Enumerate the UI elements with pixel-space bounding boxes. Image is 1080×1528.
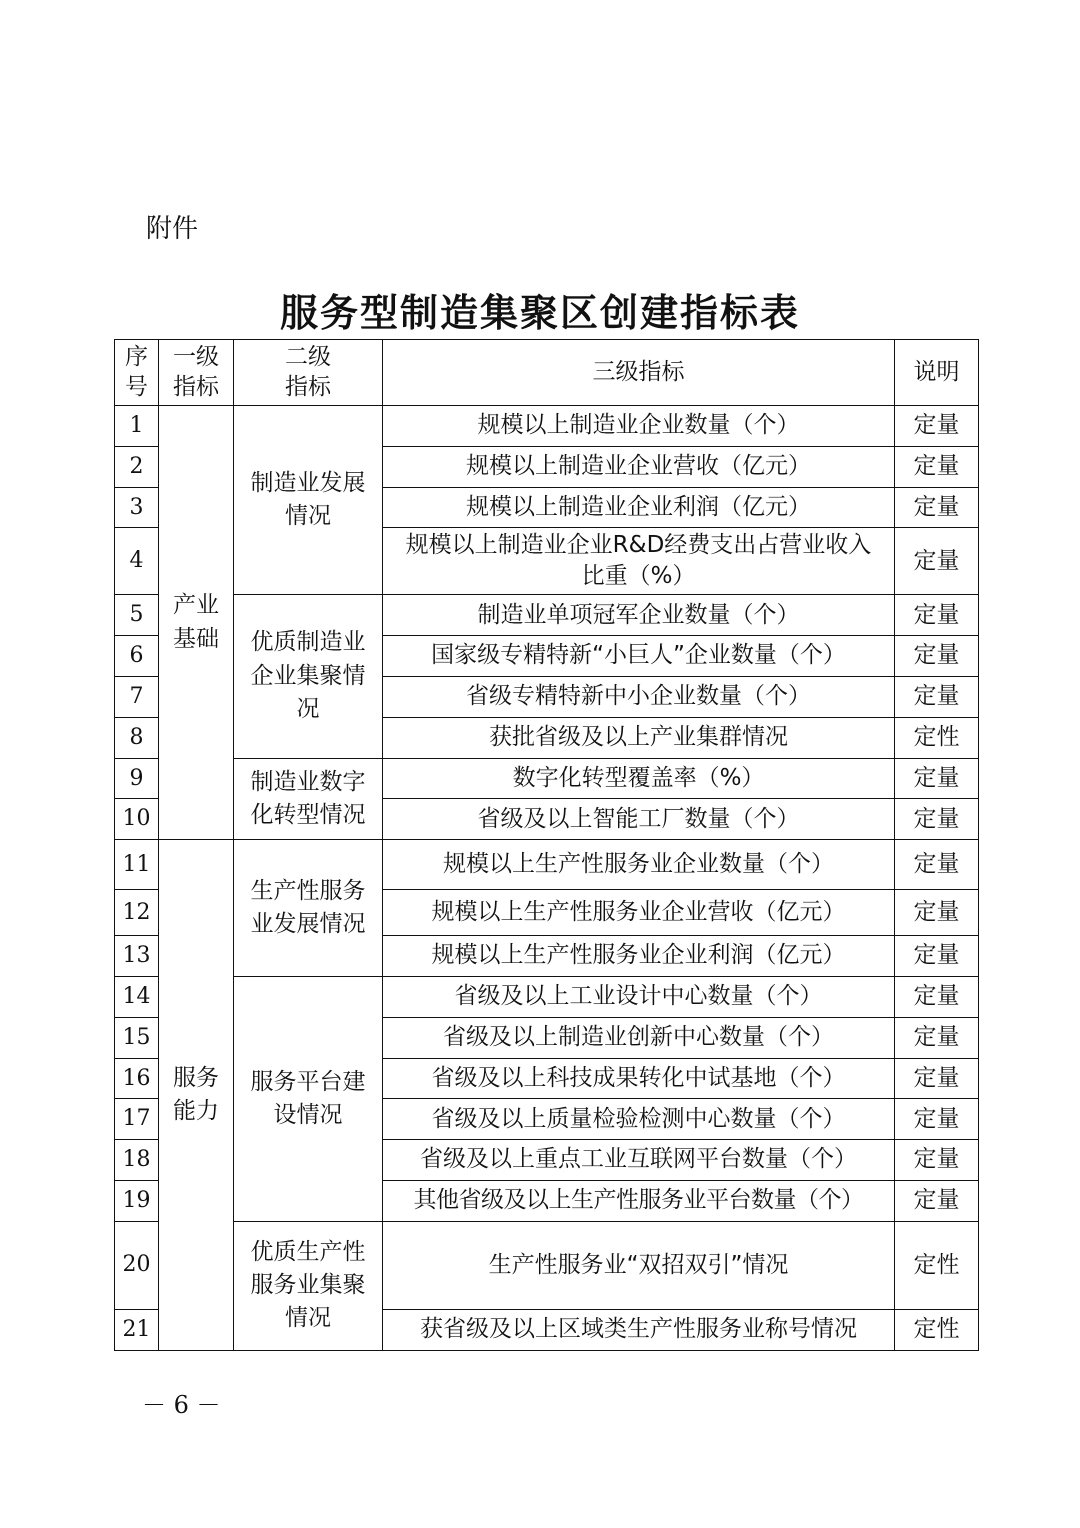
level3-indicator: 省级专精特新中小企业数量（个） xyxy=(383,676,895,717)
indicator-type: 定量 xyxy=(895,840,979,890)
header-level2: 二级指标 xyxy=(234,340,383,406)
row-number: 9 xyxy=(115,758,159,799)
level3-indicator: 规模以上生产性服务业企业利润（亿元） xyxy=(383,936,895,977)
indicator-table xyxy=(114,339,979,1351)
indicator-type: 定量 xyxy=(895,799,979,840)
indicator-type: 定量 xyxy=(895,976,979,1017)
row-number: 7 xyxy=(115,676,159,717)
row-number: 10 xyxy=(115,799,159,840)
table-header-row xyxy=(115,340,979,406)
row-number: 20 xyxy=(115,1221,159,1309)
level1-cell: 产业基础 xyxy=(159,406,234,840)
indicator-type: 定性 xyxy=(895,717,979,758)
level3-indicator: 省级及以上智能工厂数量（个） xyxy=(383,799,895,840)
level3-indicator: 省级及以上工业设计中心数量（个） xyxy=(383,976,895,1017)
row-number: 18 xyxy=(115,1140,159,1181)
level3-indicator: 规模以上制造业企业R&D经费支出占营业收入比重（%） xyxy=(383,528,895,595)
indicator-type: 定量 xyxy=(895,758,979,799)
indicator-type: 定量 xyxy=(895,676,979,717)
indicator-type: 定量 xyxy=(895,1058,979,1099)
row-number: 4 xyxy=(115,528,159,595)
level3-indicator: 获批省级及以上产业集群情况 xyxy=(383,717,895,758)
row-number: 21 xyxy=(115,1309,159,1350)
indicator-type: 定量 xyxy=(895,936,979,977)
level3-indicator: 规模以上制造业企业营收（亿元） xyxy=(383,446,895,487)
indicator-type: 定量 xyxy=(895,406,979,447)
row-number: 12 xyxy=(115,890,159,936)
row-number: 5 xyxy=(115,595,159,636)
indicator-type: 定量 xyxy=(895,1017,979,1058)
row-number: 11 xyxy=(115,840,159,890)
header-note: 说明 xyxy=(895,340,979,406)
table-row xyxy=(115,758,979,799)
row-number: 15 xyxy=(115,1017,159,1058)
indicator-type: 定量 xyxy=(895,636,979,677)
header-seq: 序号 xyxy=(115,340,159,406)
level3-indicator: 制造业单项冠军企业数量（个） xyxy=(383,595,895,636)
level3-indicator: 省级及以上制造业创新中心数量（个） xyxy=(383,1017,895,1058)
row-number: 16 xyxy=(115,1058,159,1099)
row-number: 2 xyxy=(115,446,159,487)
row-number: 17 xyxy=(115,1099,159,1140)
level3-indicator: 获省级及以上区域类生产性服务业称号情况 xyxy=(383,1309,895,1350)
indicator-type: 定性 xyxy=(895,1309,979,1350)
indicator-type: 定量 xyxy=(895,1180,979,1221)
level3-indicator: 生产性服务业“双招双引”情况 xyxy=(383,1221,895,1309)
indicator-type: 定量 xyxy=(895,1099,979,1140)
table-row xyxy=(115,976,979,1017)
table-row xyxy=(115,1221,979,1309)
row-number: 3 xyxy=(115,487,159,528)
page-title: 服务型制造集聚区创建指标表 xyxy=(279,291,800,335)
level3-indicator: 省级及以上科技成果转化中试基地（个） xyxy=(383,1058,895,1099)
row-number: 6 xyxy=(115,636,159,677)
level2-cell: 制造业数字化转型情况 xyxy=(234,758,383,840)
level3-indicator: 规模以上制造业企业利润（亿元） xyxy=(383,487,895,528)
attachment-label: 附件 xyxy=(146,214,199,244)
table-row xyxy=(115,595,979,636)
row-number: 8 xyxy=(115,717,159,758)
level1-cell: 服务能力 xyxy=(159,840,234,1350)
level3-indicator: 规模以上生产性服务业企业营收（亿元） xyxy=(383,890,895,936)
header-level3: 三级指标 xyxy=(383,340,895,406)
indicator-type: 定量 xyxy=(895,446,979,487)
indicator-type: 定量 xyxy=(895,487,979,528)
level2-cell: 制造业发展情况 xyxy=(234,406,383,595)
level3-indicator: 规模以上制造业企业数量（个） xyxy=(383,406,895,447)
page-number: － 6 － xyxy=(142,1391,221,1419)
header-level1: 一级指标 xyxy=(159,340,234,406)
row-number: 19 xyxy=(115,1180,159,1221)
level3-indicator: 数字化转型覆盖率（%） xyxy=(383,758,895,799)
table-row xyxy=(115,406,979,447)
level3-indicator: 规模以上生产性服务业企业数量（个） xyxy=(383,840,895,890)
level2-cell: 优质生产性服务业集聚情况 xyxy=(234,1221,383,1350)
indicator-type: 定量 xyxy=(895,1140,979,1181)
indicator-type: 定性 xyxy=(895,1221,979,1309)
row-number: 14 xyxy=(115,976,159,1017)
level3-indicator: 省级及以上质量检验检测中心数量（个） xyxy=(383,1099,895,1140)
level2-cell: 生产性服务业发展情况 xyxy=(234,840,383,977)
row-number: 13 xyxy=(115,936,159,977)
indicator-type: 定量 xyxy=(895,890,979,936)
level3-indicator: 省级及以上重点工业互联网平台数量（个） xyxy=(383,1140,895,1181)
indicator-type: 定量 xyxy=(895,528,979,595)
row-number: 1 xyxy=(115,406,159,447)
table-row xyxy=(115,840,979,890)
level2-cell: 优质制造业企业集聚情况 xyxy=(234,595,383,758)
level3-indicator: 其他省级及以上生产性服务业平台数量（个） xyxy=(383,1180,895,1221)
level3-indicator: 国家级专精特新“小巨人”企业数量（个） xyxy=(383,636,895,677)
indicator-type: 定量 xyxy=(895,595,979,636)
level2-cell: 服务平台建设情况 xyxy=(234,976,383,1221)
